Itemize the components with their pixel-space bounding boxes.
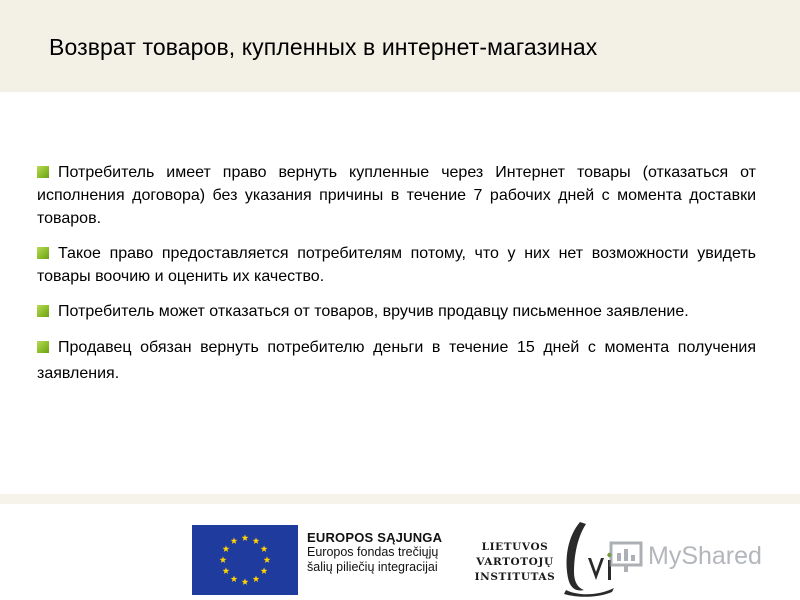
bullet-item [37,335,756,387]
eu-star [231,537,238,544]
bullet-square-icon [37,166,49,178]
institute-caption [470,540,560,585]
eu-star [261,567,268,574]
slide-content [37,161,756,399]
watermark [608,538,768,578]
bullet-item [37,161,756,230]
eu-caption-line: EUROPOS SĄJUNGA [307,530,443,545]
eu-star [242,578,249,585]
slide-header [0,0,800,92]
bullet-square-icon [37,341,49,353]
watermark-text: MyShared [648,542,762,570]
eu-star [223,545,230,552]
bullet-item [37,300,756,323]
eu-star [253,537,260,544]
bullet-square-icon [37,305,49,317]
eu-star [261,545,268,552]
bullet-item [37,242,756,288]
eu-stars-icon [192,525,298,595]
eu-star [231,575,238,582]
eu-caption-line: šalių piliečių integracijai [307,560,438,574]
eu-fund-caption [307,530,477,575]
slide-title: Возврат товаров, купленных в интернет-магазинах [49,34,598,60]
footer-logo-band [0,504,800,600]
bullet-text: Потребитель может отказаться от товаров, вручив продавцу письменное заявление. [58,303,689,320]
eu-star [220,556,227,563]
presentation-board-icon [608,540,644,574]
eu-flag-logo [192,525,298,595]
institute-caption-line: INSTITUTAS [474,571,556,583]
bullet-text: Продавец обязан вернуть потребителю деньги в течение 15 дней с момента получения заявления. [37,339,756,382]
eu-star [253,575,260,582]
bullet-text: Такое право предоставляется потребителям потому, что у них нет возможности увидеть товары воочию и оценить их качество. [37,245,756,285]
bullet-square-icon [37,247,49,259]
slide-footer [0,494,800,600]
eu-caption-line: Europos fondas trečiųjų [307,545,439,559]
eu-star [223,567,230,574]
eu-star [264,556,271,563]
eu-star [242,534,249,541]
institute-caption-line: LIETUVOS [481,541,549,553]
institute-caption-line: VARTOTOJŲ [476,556,554,568]
bullet-text: Потребитель имеет право вернуть купленные через Интернет товары (отказаться от исполнения договора) без указания причины в течение 7 рабочих дней с момента доставки товаров. [37,164,756,227]
